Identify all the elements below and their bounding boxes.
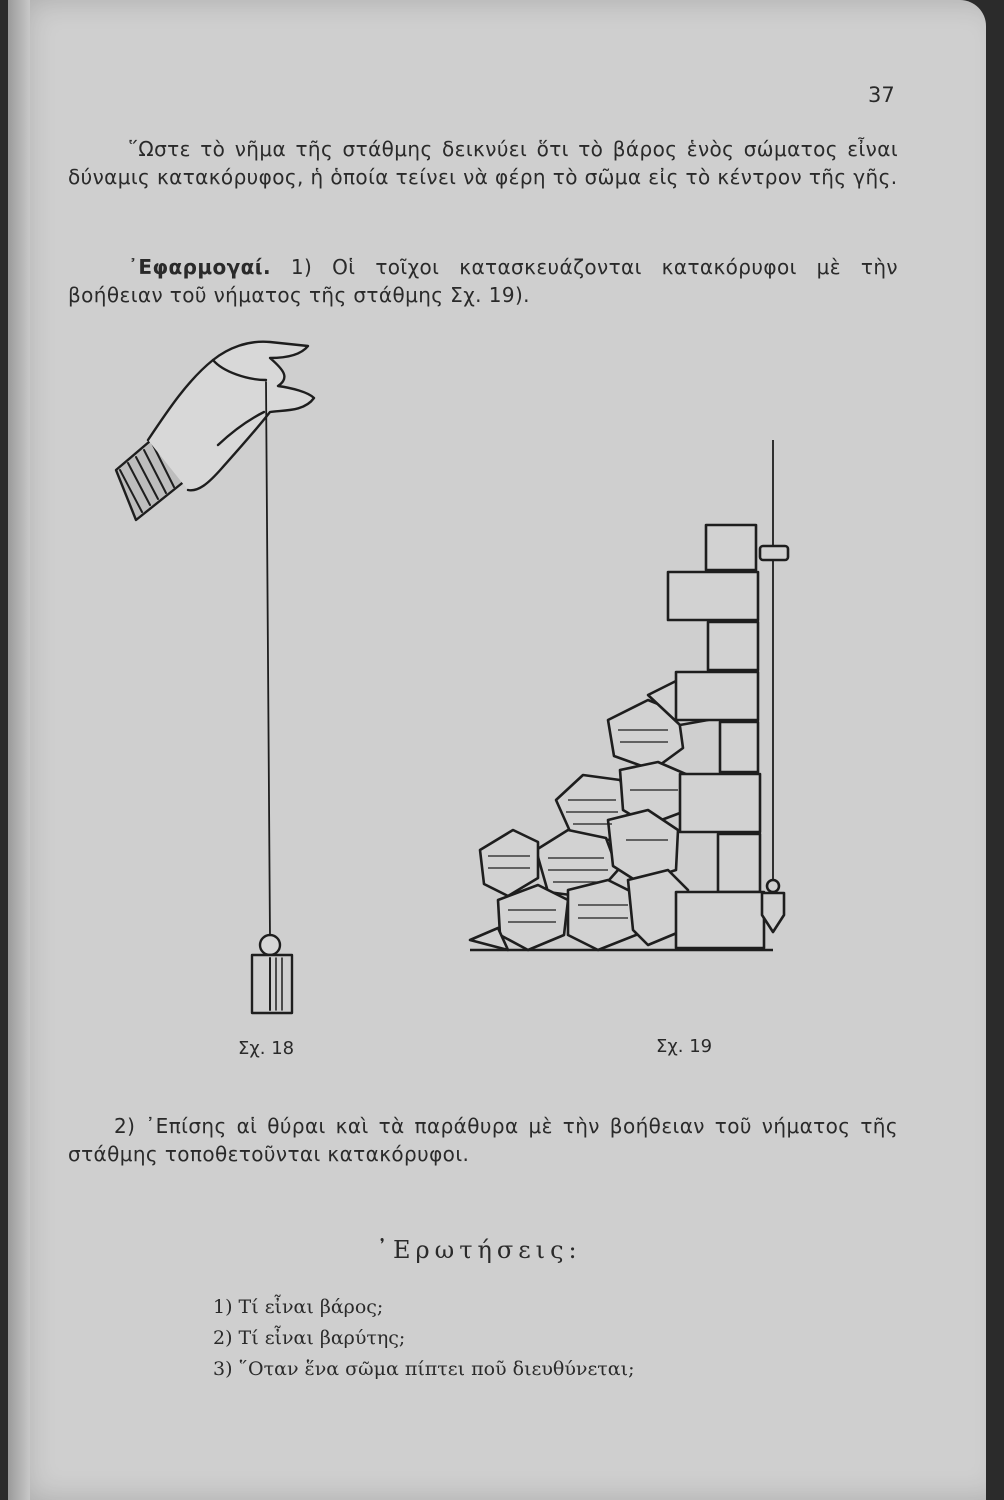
book-page — [8, 0, 986, 1500]
figure-19-wall-plumb-line — [8, 0, 986, 1500]
plumb-holder — [760, 546, 788, 560]
paragraph-text: 2) ᾿Επίσης αἱ θύραι καὶ τὰ παράθυρα μὲ τὴν βοήθειαν τοῦ νήματος τῆς στάθμης τοποθετοῦνται κατακόρυφοι. — [68, 1114, 898, 1166]
question-item: 1) Τί εἶναι βάρος; — [213, 1296, 384, 1318]
paragraph-doors-windows — [68, 1112, 898, 1168]
questions-title: ᾿Ερωτήσεις: — [376, 1236, 582, 1264]
rubble-stones — [470, 680, 708, 950]
question-item: 3) ῞Οταν ἕνα σῶμα πίπτει ποῦ διευθύνεται; — [213, 1358, 635, 1380]
wall-bob-ring — [767, 880, 779, 892]
questions-list — [213, 1292, 635, 1385]
page-number: 37 — [868, 83, 895, 107]
paragraph-text: ῞Ωστε τὸ νῆμα τῆς στάθμης δεικνύει ὅτι τὸ βάρος ἑνὸς σώματος εἶναι δύναμις κατακόρυφος, ἡ ὁποία τείνει νὰ φέρη τὸ σῶμα εἰς τὸ κέντρον τῆς γῆς. — [68, 137, 898, 189]
question-item: 2) Τί εἶναι βαρύτης; — [213, 1327, 406, 1349]
applications-label: ᾿Εφαρμογαί. — [128, 255, 271, 279]
figure-19-caption: Σχ. 19 — [656, 1036, 713, 1057]
figure-18-caption: Σχ. 18 — [238, 1038, 295, 1059]
applications-text: 1) Οἱ τοῖχοι κατασκευάζονται κατακόρυφοι μὲ τὴν βοήθειαν τοῦ νήματος τῆς στάθμης Σχ. 19). — [68, 255, 898, 307]
